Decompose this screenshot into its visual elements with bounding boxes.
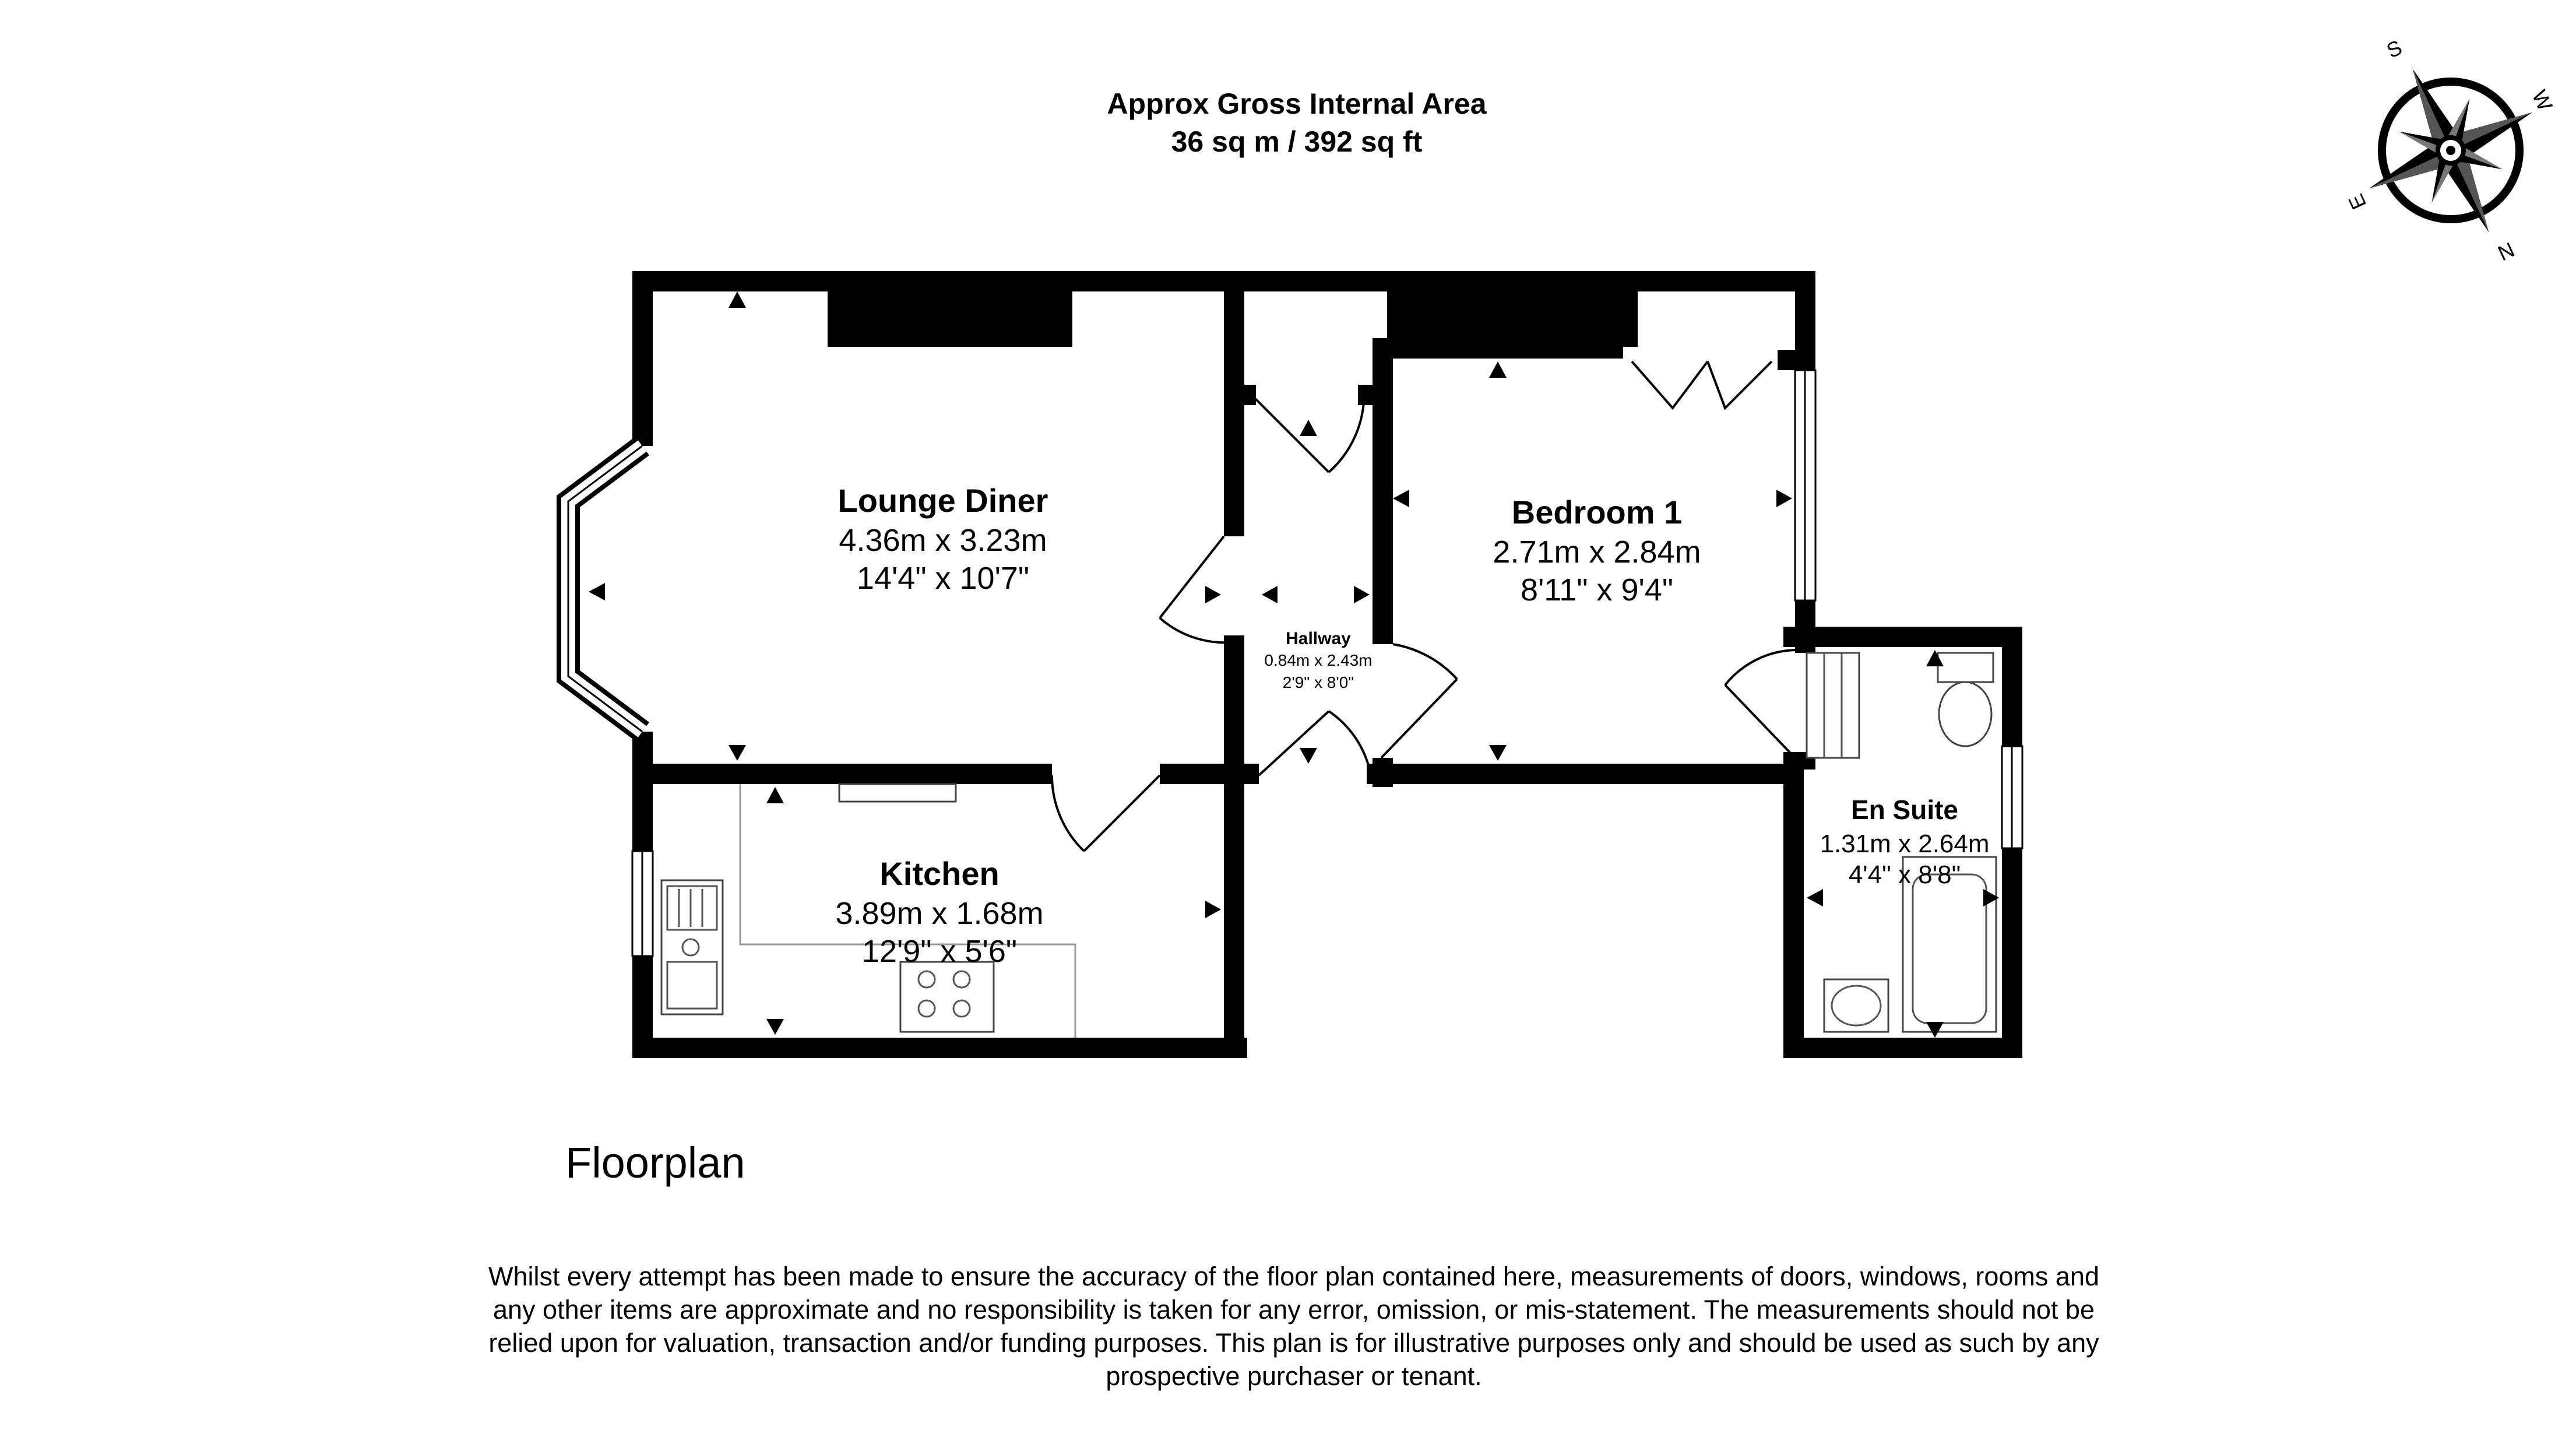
room-lounge-diner [838, 482, 1048, 596]
room-metric: 2.71m x 2.84m [1493, 535, 1701, 570]
room-name: Hallway [1286, 629, 1351, 648]
floor-label: Floorplan [565, 1139, 745, 1187]
disclaimer-line: prospective purchaser or tenant. [1106, 1361, 1482, 1391]
room-metric: 4.36m x 3.23m [839, 523, 1047, 558]
room-name: Kitchen [879, 855, 1000, 892]
toilet-icon [1938, 653, 1993, 746]
room-name: Bedroom 1 [1511, 494, 1683, 530]
compass-label-e: E [2343, 190, 2371, 213]
bedroom-window [1795, 370, 1815, 600]
room-metric: 1.31m x 2.64m [1820, 830, 1990, 858]
room-name: Lounge Diner [837, 482, 1048, 519]
room-imperial: 8'11" x 9'4" [1520, 572, 1674, 607]
ensuite-window [2002, 746, 2022, 848]
bay-window [568, 446, 642, 732]
disclaimer-line: any other items are approximate and no responsibility is taken for any error, omission, or mis-statement. The measurements should not be [493, 1295, 2095, 1324]
room-metric: 0.84m x 2.43m [1264, 651, 1373, 669]
room-kitchen [835, 855, 1043, 969]
room-hallway [1264, 629, 1372, 691]
sink-icon [661, 880, 723, 1014]
room-imperial: 12'9" x 5'6" [861, 934, 1018, 969]
ensuite-step [1807, 653, 1859, 758]
room-imperial: 4'4" x 8'8" [1848, 860, 1961, 889]
compass-rose-icon [2331, 30, 2571, 270]
area-value: 36 sq m / 392 sq ft [1171, 125, 1423, 158]
disclaimer-line: relied upon for valuation, transaction and/or funding purposes. This plan is for illustrative purposes only and should be used as such by any [488, 1328, 2099, 1358]
kitchen-extractor [839, 784, 956, 802]
hob-icon [900, 962, 994, 1032]
disclaimer [488, 1262, 2099, 1391]
compass-label-n: N [2494, 237, 2518, 266]
room-imperial: 14'4" x 10'7" [856, 561, 1030, 596]
compass-label-s: S [2383, 35, 2406, 63]
compass-label-w: W [2527, 86, 2558, 115]
room-metric: 3.89m x 1.68m [835, 896, 1044, 931]
room-imperial: 2'9" x 8'0" [1282, 673, 1354, 691]
room-bedroom-1 [1493, 494, 1701, 607]
disclaimer-line: Whilst every attempt has been made to ensure the accuracy of the floor plan contained here, measurements of doors, windows, rooms and [488, 1262, 2099, 1291]
basin-icon [1824, 979, 1888, 1032]
area-title: Approx Gross Internal Area [1107, 87, 1487, 120]
room-name: En Suite [1850, 795, 1959, 825]
kitchen-window [632, 851, 653, 956]
